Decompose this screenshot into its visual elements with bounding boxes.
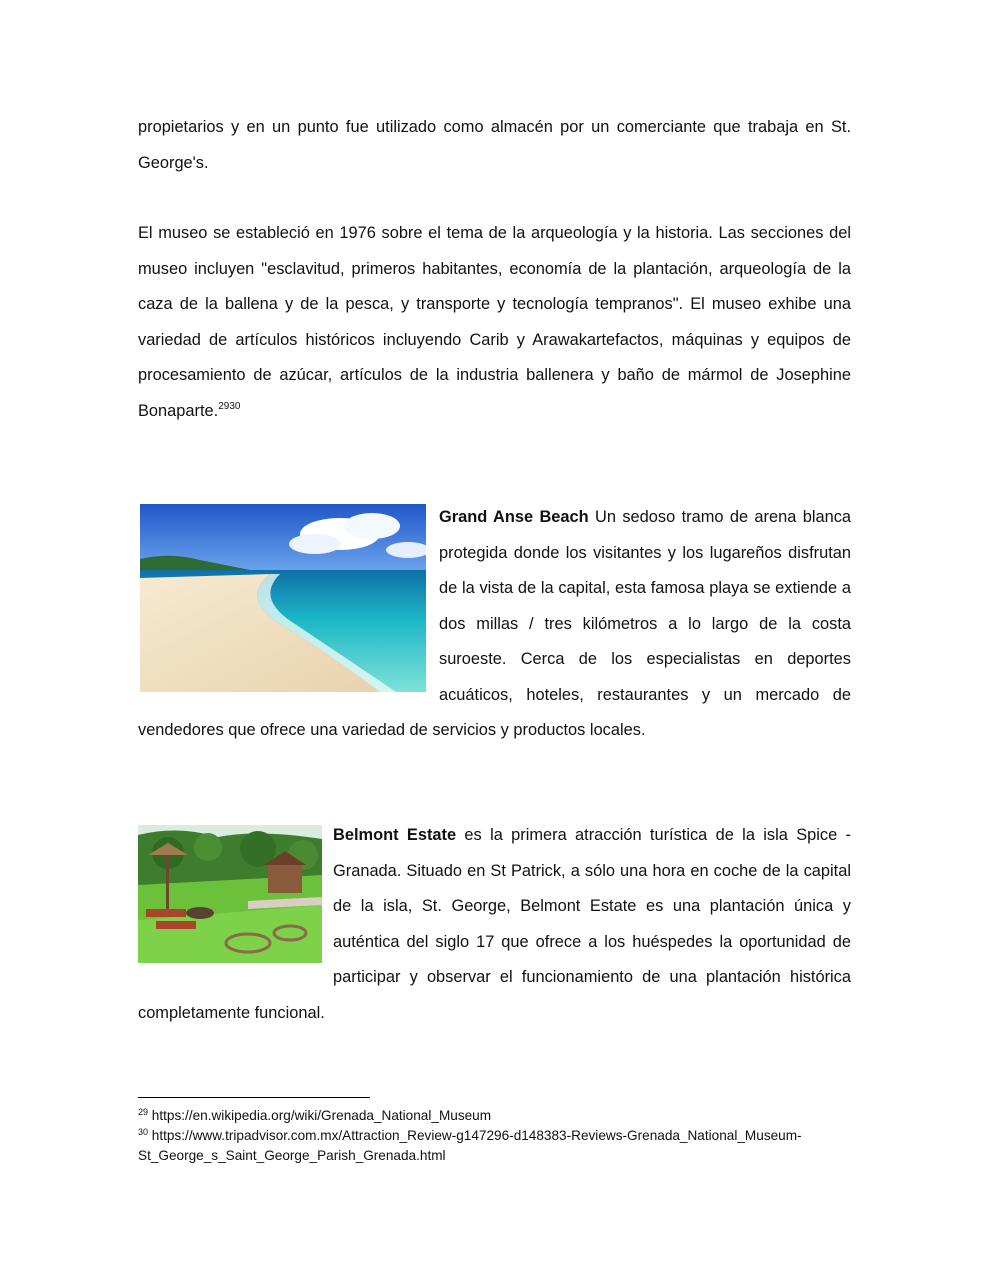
footnote-link[interactable]: https://www.tripadvisor.com.mx/Attraction_Review-g147296-d148383-Reviews-Grenada_National_Museum-St_George_s_Saint_George_Parish_Grenada.html xyxy=(138,1128,802,1163)
paragraph-museum-history-text: El museo se estableció en 1976 sobre el tema de la arqueología y la historia. Las secciones del museo incluyen "esclavitud, primeros habitantes, economía de la plantación, arqueología de la caza de la ballena y de la pesca, y transporte y tecnología tempranos". El museo exhibe una variedad de artículos históricos incluyendo Carib y Arawakartefactos, máquinas y equipos de procesamiento de azúcar, artículos de la industria ballenera y baño de mármol de Josephine Bonaparte. xyxy=(138,224,851,420)
footnote-30 xyxy=(138,1126,851,1166)
section-grand-anse-beach xyxy=(138,500,851,749)
belmont-estate-image xyxy=(138,825,322,963)
grand-anse-beach-title: Grand Anse Beach xyxy=(439,508,589,526)
belmont-estate-text: es la primera atracción turística de la isla Spice - Granada. Situado en St Patrick, a sólo una hora en coche de la capital de la isla, St. George, Belmont Estate es una plantación única y auténtica del siglo 17 que ofrece a los huéspedes la oportunidad de participar y observar el funcionamiento de una plantación histórica completamente funcional. xyxy=(138,826,851,1022)
footnote-number: 29 xyxy=(138,1107,149,1117)
footnote-reference[interactable]: 2930 xyxy=(218,400,241,412)
footnotes xyxy=(138,1106,851,1166)
footnote-29 xyxy=(138,1106,851,1126)
section-belmont-estate xyxy=(138,818,851,1031)
footnote-separator xyxy=(138,1097,370,1098)
footnote-number: 30 xyxy=(138,1127,149,1137)
paragraph-museum-history xyxy=(138,216,851,429)
paragraph-museum-intro: propietarios y en un punto fue utilizado como almacén por un comerciante que trabaja en St. George's. xyxy=(138,118,851,172)
footnote-link[interactable]: https://en.wikipedia.org/wiki/Grenada_National_Museum xyxy=(151,1108,492,1123)
grand-anse-beach-image xyxy=(140,504,426,692)
grand-anse-beach-text: Un sedoso tramo de arena blanca protegida donde los visitantes y los lugareños disfrutan de la vista de la capital, esta famosa playa se extiende a dos millas / tres kilómetros a lo largo de la costa suroeste. Cerca de los especialistas en deportes acuáticos, hoteles, restaurantes y un mercado de vendedores que ofrece una variedad de servicios y productos locales. xyxy=(138,508,852,739)
belmont-estate-title: Belmont Estate xyxy=(333,826,457,844)
